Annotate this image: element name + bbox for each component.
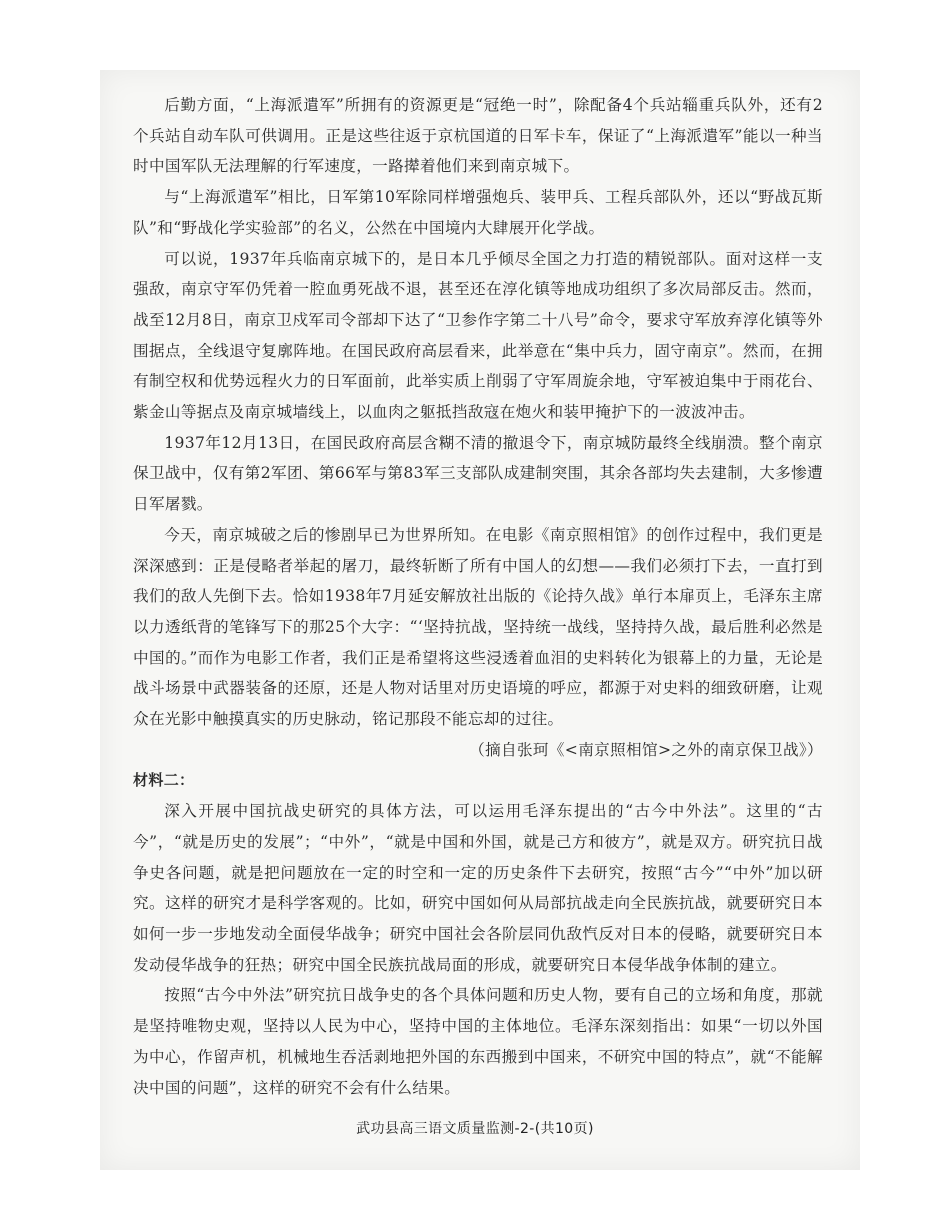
paragraph-elite-forces: 可以说，1937年兵临南京城下的，是日本几乎倾尽全国之力打造的精锐部队。面对这样一支强敌，南京守军仍凭着一腔血勇死战不退，甚至还在淳化镇等地成功组织了多次局部反击。然而，战至12月8日，南京卫戍军司令部却下达了“卫参作字第二十八号”命令，要求守军放弃淳化镇等外围据点，全线退守复廓阵地。在国民政府高层看来，此举意在“集中兵力，固守南京”。然而，在拥有制空权和优势远程火力的日军面前，此举实质上削弱了守军周旋余地，守军被迫集中于雨花台、紫金山等据点及南京城墙线上，以血肉之躯抵挡敌寇在炮火和装甲掩护下的一波波冲击。 [133, 249, 823, 422]
document-body [133, 90, 823, 1103]
paragraph-collapse: 1937年12月13日，在国民政府高层含糊不清的撤退令下，南京城防最终全线崩溃。整个南京保卫战中，仅有第2军团、第66军与第83军三支部队成建制突围，其余各部均失去建制，大多惨遭日军屠戮。 [133, 433, 823, 514]
material-two-heading: 材料二： [133, 771, 195, 790]
paragraph-film: 今天，南京城破之后的惨剧早已为世界所知。在电影《南京照相馆》的创作过程中，我们更是深深感到：正是侵略者举起的屠刀，最终斩断了所有中国人的幻想——我们必须打下去，一直打到我们的敌人先倒下去。恰如1938年7月延安解放社出版的《论持久战》单行本扉页上，毛泽东主席以力透纸背的笔锋写下的那25个大字：“‘坚持抗战，坚持统一战线，坚持持久战，最后胜利必然是中国的。”而作为电影工作者，我们正是希望将这些浸透着血泪的史料转化为银幕上的力量，无论是战斗场景中武器装备的还原，还是人物对话里对历史语境的呼应，都源于对史料的细致研磨，让观众在光影中触摸真实的历史脉动，铭记那段不能忘却的过往。 [133, 525, 823, 729]
source-citation: （摘自张珂《<南京照相馆>之外的南京保卫战》） [469, 740, 823, 759]
paragraph-logistics: 后勤方面，“上海派遣军”所拥有的资源更是“冠绝一时”，除配备4个兵站辎重兵队外，还有2个兵站自动车队可供调用。正是这些往返于京杭国道的日军卡车，保证了“上海派遣军”能以一种当时中国军队无法理解的行军速度，一路撵着他们来到南京城下。 [133, 96, 823, 176]
paragraph-stance: 按照“古今中外法”研究抗日战争史的各个具体问题和历史人物，要有自己的立场和角度，那就是坚持唯物史观，坚持以人民为中心，坚持中国的主体地位。毛泽东深刻指出：如果“一切以外国为中心，作留声机，机械地生吞活剥地把外国的东西搬到中国来，不研究中国的特点”，就“不能解决中国的问题”，这样的研究不会有什么结果。 [133, 986, 823, 1097]
paragraph-method: 深入开展中国抗战史研究的具体方法，可以运用毛泽东提出的“古今中外法”。这里的“古今”，“就是历史的发展”；“中外”，“就是中国和外国，就是己方和彼方”，就是双方。研究抗日战争史各问题，就是把问题放在一定的时空和一定的历史条件下去研究，按照“古今”“中外”加以研究。这样的研究才是科学客观的。比如，研究中国如何从局部抗战走向全民族抗战，就要研究日本如何一步一步地发动全面侵华战争；研究中国社会各阶层同仇敌忾反对日本的侵略，就要研究日本发动侵华战争的狂热；研究中国全民族抗战局面的形成，就要研究日本侵华战争体制的建立。 [133, 802, 823, 974]
page-footer: 武功县高三语文质量监测-2-(共10页) [356, 1121, 594, 1137]
paragraph-tenth-army: 与“上海派遣军”相比，日军第10军除同样增强炮兵、装甲兵、工程兵部队外，还以“野战瓦斯队”和“野战化学实验部”的名义，公然在中国境内大肆展开化学战。 [133, 188, 823, 237]
